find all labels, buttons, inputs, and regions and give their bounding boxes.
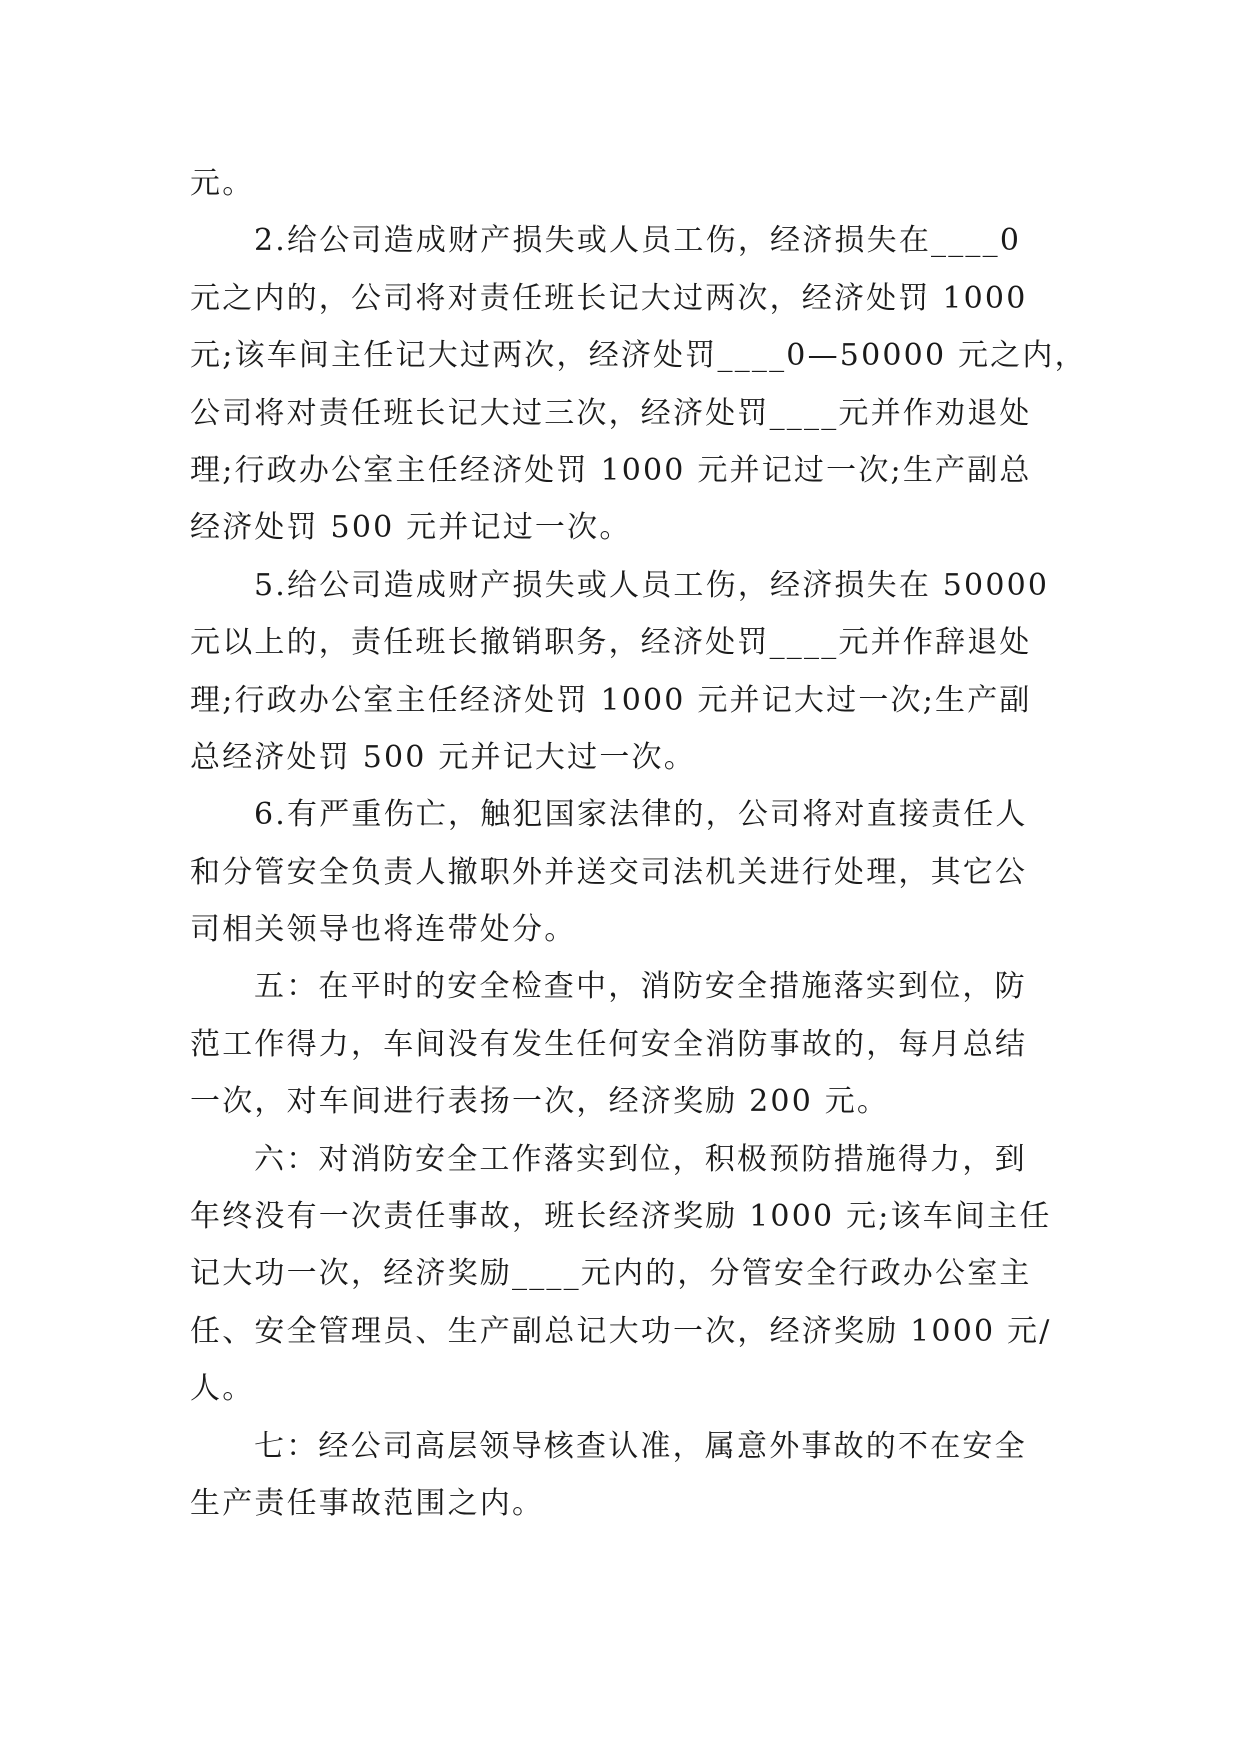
paragraph-section-5 <box>190 958 1052 1130</box>
text-line: 元之内的，公司将对责任班长记大过两次，经济处罚 1000 <box>190 280 1028 316</box>
text-line: 人。 <box>190 1371 255 1407</box>
text-line: 范工作得力，车间没有发生任何安全消防事故的，每月总结 <box>190 1026 1028 1062</box>
paragraph-item-5 <box>190 557 1052 787</box>
text-line: 生产责任事故范围之内。 <box>190 1485 545 1521</box>
text-line: 司相关领导也将连带处分。 <box>190 912 577 948</box>
text-line: 年终没有一次责任事故，班长经济奖励 1000 元;该车间主任 <box>190 1199 1052 1235</box>
text-line: 元。 <box>190 166 255 201</box>
paragraph-continuation <box>190 155 1052 212</box>
paragraph-item-2 <box>190 212 1087 556</box>
text-line: 七：经公司高层领导核查认准，属意外事故的不在安全 <box>254 1428 1027 1464</box>
text-line: 五：在平时的安全检查中，消防安全措施落实到位，防 <box>254 969 1027 1005</box>
text-line: 2.给公司造成财产损失或人员工伤，经济损失在____0 <box>254 223 1022 259</box>
paragraph-item-6 <box>190 786 1052 958</box>
text-line: 公司将对责任班长记大过三次，经济处罚____元并作劝退处 <box>190 395 1032 431</box>
text-line: 6.有严重伤亡，触犯国家法律的，公司将对直接责任人 <box>254 797 1028 833</box>
text-line: 理;行政办公室主任经济处罚 1000 元并记过一次;生产副总 <box>190 452 1032 488</box>
text-line: 5.给公司造成财产损失或人员工伤，经济损失在 50000 <box>254 567 1050 603</box>
text-line: 任、安全管理员、生产副总记大功一次，经济奖励 1000 元/ <box>190 1313 1052 1349</box>
text-line: 经济处罚 500 元并记过一次。 <box>190 510 632 546</box>
text-line: 理;行政办公室主任经济处罚 1000 元并记大过一次;生产副 <box>190 682 1032 718</box>
text-line: 六：对消防安全工作落实到位，积极预防措施得力，到 <box>254 1141 1027 1177</box>
text-line: 记大功一次，经济奖励____元内的，分管安全行政办公室主 <box>190 1256 1032 1292</box>
text-line: 总经济处罚 500 元并记大过一次。 <box>190 739 696 775</box>
text-line: 元以上的，责任班长撤销职务，经济处罚____元并作辞退处 <box>190 625 1032 661</box>
text-line: 一次，对车间进行表扬一次，经济奖励 200 元。 <box>190 1084 890 1120</box>
paragraph-section-6 <box>190 1131 1052 1418</box>
paragraph-section-7 <box>190 1418 1052 1533</box>
text-line: 和分管安全负责人撤职外并送交司法机关进行处理，其它公 <box>190 854 1028 890</box>
text-line: 元;该车间主任记大过两次，经济处罚____0—50000 元之内， <box>190 338 1087 374</box>
document-body <box>190 155 1087 1532</box>
